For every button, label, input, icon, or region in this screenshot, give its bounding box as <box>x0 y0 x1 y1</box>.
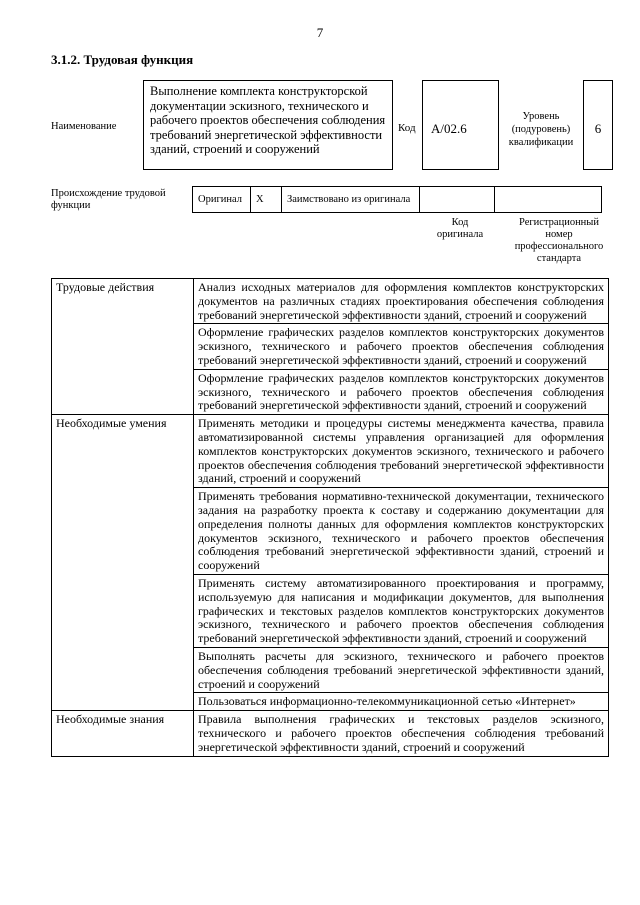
reg-number-cell <box>495 187 602 213</box>
level-value: 6 <box>583 80 613 170</box>
code-value: А/02.6 <box>422 80 499 170</box>
table-row <box>52 415 609 488</box>
table-row <box>52 279 609 324</box>
list-item: Правила выполнения графических и текстовых разделов эскизного, технического и рабочего проектов обеспечения соблюдения требований энергетической эффективности зданий, строений и сооружений <box>194 711 609 756</box>
name-label: Наименование <box>51 121 117 132</box>
code-original-cell <box>420 187 495 213</box>
section-title-skills: Необходимые умения <box>52 415 194 711</box>
table-row <box>52 711 609 756</box>
level-label: Уровень (подуровень) квалификации <box>508 111 574 148</box>
code-original-label: Код оригинала <box>436 217 484 240</box>
origin-label: Происхождение трудовой функции <box>51 188 166 211</box>
section-title-knowledge: Необходимые знания <box>52 711 194 756</box>
reg-number-label: Регистрационный номер профессионального стандарта <box>514 217 604 264</box>
list-item: Выполнять расчеты для эскизного, технического и рабочего проектов обеспечения соблюдения требований энергетической эффективности зданий, строений и сооружений <box>194 647 609 692</box>
list-item: Оформление графических разделов комплектов конструкторских документов эскизного, технического и рабочего проектов обеспечения соблюдения требований энергетической эффективности зданий, строений и сооружений <box>194 369 609 414</box>
borrowed-label: Заимствовано из оригинала <box>282 187 420 213</box>
list-item: Анализ исходных материалов для оформления комплектов конструкторских документов на различных стадиях проектирования обеспечения соблюдения требований энергетической эффективности зданий, строений и сооружений <box>194 279 609 324</box>
section-title-actions: Трудовые действия <box>52 279 194 415</box>
section-title: 3.1.2. Трудовая функция <box>51 52 194 67</box>
origin-table <box>192 186 602 213</box>
list-item: Применять требования нормативно-технической документации, технического задания на разработку проекта к составу и содержанию документации для определения полноты данных для оформления комплектов конструкторских документов эскизного, технического и рабочего проектов обеспечения соблюдения требований энергетической эффективности зданий, строений и сооружений <box>194 488 609 575</box>
function-table <box>51 278 609 757</box>
list-item: Применять систему автоматизированного проектирования и программу, используемую для написания и модификации документов, для выполнения графических и текстовых разделов комплектов конструкторских документов эскизного, технического и рабочего проектов обеспечения соблюдения требований энергетической эффективности зданий, строений и сооружений <box>194 574 609 647</box>
list-item: Оформление графических разделов комплектов конструкторских документов эскизного, технического и рабочего проектов обеспечения соблюдения требований энергетической эффективности зданий, строений и сооружений <box>194 324 609 369</box>
original-label: Оригинал <box>193 187 251 213</box>
list-item: Применять методики и процедуры системы менеджмента качества, правила автоматизированной системы управления организацией для оформления комплектов конструкторских документов эскизного, технического и рабочего проектов обеспечения соблюдения требований энергетической эффективности зданий, строений и сооружений <box>194 415 609 488</box>
list-item: Пользоваться информационно-телекоммуникационной сетью «Интернет» <box>194 693 609 711</box>
page-number: 7 <box>316 25 324 40</box>
code-label: Код <box>398 122 416 134</box>
function-name: Выполнение комплекта конструкторской документации эскизного, технического и рабочего проектов обеспечения соблюдения требований энергетической эффективности зданий, строений и сооружений <box>143 80 393 170</box>
original-mark: X <box>251 187 282 213</box>
